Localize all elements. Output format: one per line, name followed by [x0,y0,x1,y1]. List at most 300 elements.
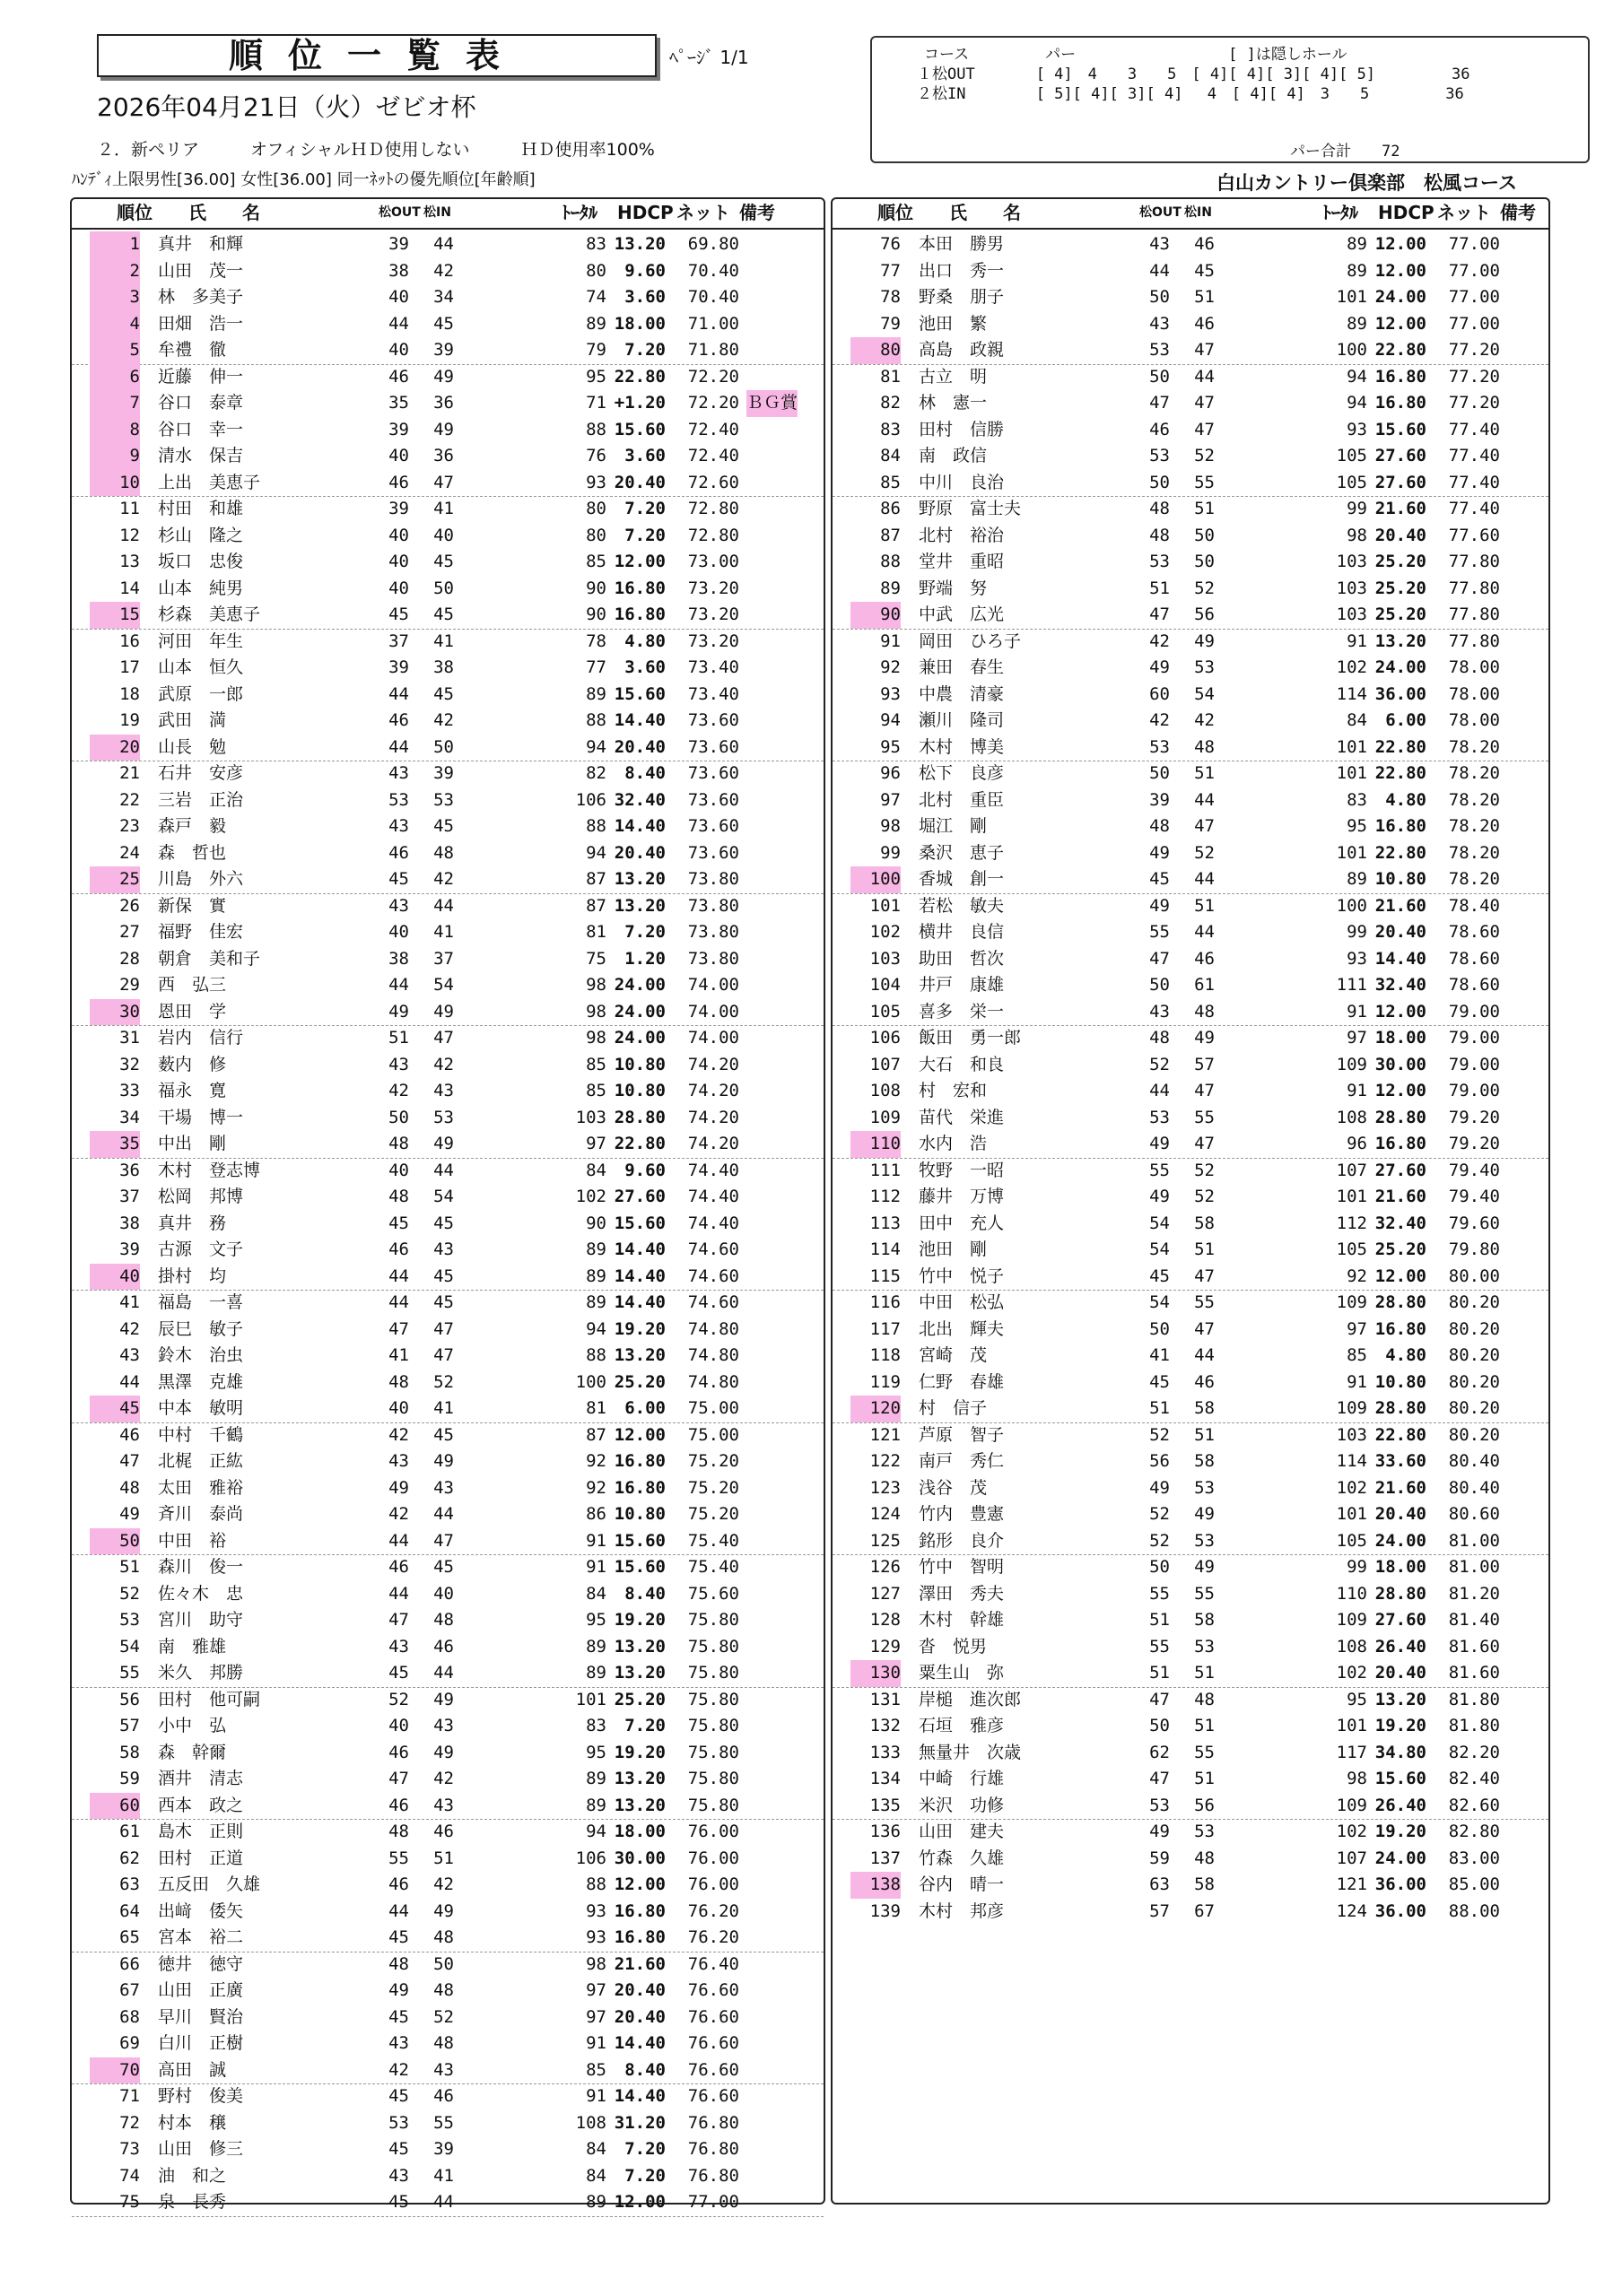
cell-name: 北出 輝夫 [919,1318,1005,1339]
cell-rank: 81 [880,366,901,387]
cell-hdcp: 13.20 [614,1663,666,1683]
cell-hdcp: 12.00 [1374,260,1426,281]
cell-out: 55 [1149,922,1170,942]
table-row [72,1264,824,1292]
cell-name: 香城 創一 [919,869,1005,889]
cell-name: 米久 邦勝 [158,1663,244,1683]
cell-name: 五反田 久雄 [158,1874,261,1894]
cell-rank: 122 [869,1451,901,1471]
cell-rank: 4 [90,311,140,338]
cell-name: 中出 剛 [158,1134,227,1153]
cell-hdcp: 3.60 [624,287,666,307]
cell-net: 75.60 [687,1583,739,1604]
cell-net: 78.20 [1448,736,1500,757]
table-row [72,2083,824,2110]
cell-hdcp: 6.00 [624,1398,666,1418]
cell-in: 53 [433,789,454,810]
cell-in: 45 [433,1557,454,1577]
cell-name: 大石 和良 [919,1054,1005,1074]
cell-in: 42 [433,1054,454,1074]
cell-in: 50 [1194,525,1215,545]
cell-name: 油 和之 [158,2165,227,2186]
cell-rank: 49 [119,1504,140,1524]
cell-hdcp: 8.40 [624,1583,666,1604]
cell-net: 78.00 [1448,710,1500,730]
cell-out: 45 [1149,869,1170,889]
cell-net: 77.20 [1448,393,1500,413]
cell-net: 74.60 [687,1265,739,1286]
cell-in: 52 [1194,842,1215,863]
cell-rank: 63 [119,1874,140,1894]
cell-net: 77.40 [1448,472,1500,492]
cell-net: 74.60 [687,1239,739,1259]
cell-out: 39 [388,499,409,518]
cell-rank: 137 [869,1848,901,1868]
cell-out: 53 [1149,340,1170,360]
cell-net: 80.40 [1448,1451,1500,1471]
cell-name: 早川 賢治 [158,2006,244,2027]
cell-out: 38 [388,948,409,969]
cell-name: 薮内 修 [158,1054,227,1074]
cell-name: 森戸 毅 [158,816,227,836]
cell-out: 45 [388,2139,409,2159]
cell-out: 40 [388,287,409,307]
cell-in: 58 [1194,1398,1215,1418]
cell-total: 101 [1336,1716,1367,1735]
table-row [833,496,1548,523]
cell-hdcp: 25.20 [1374,552,1426,571]
cell-in: 39 [433,340,454,360]
cell-name: 朝倉 美和子 [158,948,261,969]
cell-hdcp: 13.20 [614,1636,666,1657]
cell-net: 79.00 [1448,1054,1500,1074]
cell-total: 89 [586,1663,606,1683]
cell-total: 121 [1336,1874,1367,1894]
cell-in: 47 [1194,419,1215,439]
cell-total: 105 [1336,446,1367,465]
cell-rank: 47 [119,1451,140,1471]
cell-rank: 1 [90,231,140,258]
cell-name: 上出 美恵子 [158,472,261,492]
cell-net: 76.60 [687,1980,739,2000]
cell-out: 48 [388,1371,409,1392]
cell-in: 53 [1194,1636,1215,1657]
cell-out: 46 [388,1557,409,1577]
cell-name: 野村 俊美 [158,2086,244,2106]
cell-name: 白川 正樹 [158,2033,244,2053]
cell-total: 85 [586,1081,606,1100]
cell-rank: 111 [869,1160,901,1180]
table-row [72,761,824,787]
cell-total: 84 [586,2139,606,2159]
cell-net: 78.20 [1448,869,1500,889]
cell-out: 53 [1149,1107,1170,1127]
cell-net: 77.80 [1448,552,1500,571]
cell-rank: 125 [869,1530,901,1551]
cell-rank: 16 [119,631,140,651]
cell-hdcp: 18.00 [614,1822,666,1841]
cell-rank: 53 [119,1610,140,1630]
cell-in: 45 [1194,260,1215,281]
cell-in: 45 [433,683,454,704]
cell-in: 49 [433,1900,454,1921]
cell-in: 52 [1194,1160,1215,1180]
cell-rank: 98 [880,816,901,836]
cell-name: 林 憲一 [919,393,988,413]
cell-name: 澤田 秀夫 [919,1583,1005,1604]
cell-name: 松岡 邦博 [158,1187,244,1206]
cell-total: 98 [586,975,606,995]
cell-hdcp: 19.20 [614,1742,666,1762]
cell-total: 93 [1347,948,1367,969]
cell-in: 40 [433,525,454,545]
table-row [833,1448,1548,1475]
cell-out: 43 [388,895,409,916]
cell-in: 51 [1194,763,1215,783]
cell-total: 79 [586,340,606,360]
cell-hdcp: 16.80 [614,578,666,598]
cell-net: 80.20 [1448,1345,1500,1365]
cell-name: 村 宏和 [919,1081,988,1100]
cell-out: 49 [388,1001,409,1022]
cell-out: 40 [388,525,409,545]
table-row [833,1052,1548,1079]
cell-in: 54 [1194,683,1215,704]
cell-in: 49 [1194,1557,1215,1577]
cell-hdcp: 21.60 [1374,1477,1426,1498]
cell-name: 酒井 清志 [158,1769,244,1788]
cell-net: 73.20 [687,631,739,651]
table-row [833,549,1548,576]
cell-rank: 59 [119,1769,140,1788]
cell-total: 91 [586,2086,606,2106]
cell-total: 105 [1336,1530,1367,1551]
cell-name: 田畑 浩一 [158,313,244,334]
cell-rank: 65 [119,1927,140,1947]
cell-in: 47 [1194,1318,1215,1339]
cell-out: 55 [388,1848,409,1868]
cell-net: 75.80 [687,1716,739,1735]
cell-out: 39 [388,657,409,677]
cell-total: 81 [586,1398,606,1418]
table-row [72,1025,824,1052]
cell-hdcp: 13.20 [1374,1689,1426,1709]
cell-net: 74.80 [687,1318,739,1339]
cell-hdcp: 20.40 [614,472,666,492]
cell-in: 47 [433,472,454,492]
cell-rank: 28 [119,948,140,969]
cell-rank: 3 [90,284,140,311]
cell-rank: 135 [869,1795,901,1815]
cell-name: 中村 千鶴 [158,1424,244,1445]
cell-in: 46 [433,2086,454,2106]
cell-in: 44 [1194,869,1215,889]
cell-in: 51 [1194,499,1215,518]
cell-name: 小中 弘 [158,1716,227,1735]
cell-total: 124 [1336,1900,1367,1921]
header-divider [833,228,1548,230]
table-row [833,1475,1548,1502]
cell-in: 47 [1194,1081,1215,1100]
cell-hdcp: 32.40 [614,789,666,810]
cell-hdcp: 7.20 [624,922,666,942]
cell-hdcp: +1.20 [614,393,666,413]
cell-name: 出﨑 倭矢 [158,1900,244,1921]
cell-rank: 37 [119,1187,140,1206]
cell-rank: 2 [90,258,140,285]
cell-name: 仁野 春雄 [919,1371,1005,1392]
table-row [833,1131,1548,1159]
cell-hdcp: 7.20 [624,2165,666,2186]
cell-out: 48 [388,1187,409,1206]
cell-total: 95 [1347,816,1367,836]
table-row [72,576,824,603]
cell-out: 47 [1149,604,1170,624]
calc-rule: ２．新ペリア オフィシャルＨＤ使用しない ＨＤ使用率100% [97,140,655,160]
cell-hdcp: 24.00 [614,1028,666,1048]
cell-net: 79.00 [1448,1028,1500,1048]
cell-rank: 118 [869,1345,901,1365]
cell-net: 73.60 [687,736,739,757]
cell-total: 87 [586,1424,606,1445]
cell-in: 45 [433,552,454,571]
cell-rank: 114 [869,1239,901,1259]
cell-hdcp: 14.40 [614,1239,666,1259]
table-row [833,1819,1548,1846]
cell-net: 75.20 [687,1504,739,1524]
cell-hdcp: 14.40 [614,2033,666,2053]
cell-in: 53 [1194,1477,1215,1498]
cell-net: 72.60 [687,472,739,492]
cell-out: 46 [388,472,409,492]
cell-name: 木村 幹雄 [919,1610,1005,1630]
cell-name: 佐々木 忠 [158,1583,244,1604]
cell-in: 45 [433,1424,454,1445]
cell-in: 55 [1194,1292,1215,1312]
cell-rank: 80 [850,337,901,364]
cell-out: 49 [1149,1134,1170,1153]
cell-net: 76.80 [687,2112,739,2133]
cell-name: 武田 満 [158,710,227,730]
cell-net: 76.00 [687,1822,739,1841]
cell-rank: 85 [880,472,901,492]
cell-total: 83 [1347,789,1367,810]
cell-out: 51 [1149,1398,1170,1418]
cell-rank: 116 [869,1292,901,1312]
cell-rank: 112 [869,1187,901,1206]
cell-in: 56 [1194,1795,1215,1815]
cell-hdcp: 21.60 [614,1953,666,1974]
cell-out: 50 [1149,763,1170,783]
cell-hdcp: 20.40 [1374,1504,1426,1524]
cell-rank: 7 [90,390,140,417]
cell-total: 103 [575,1107,606,1127]
cell-net: 74.00 [687,975,739,995]
table-row [833,1766,1548,1793]
cell-total: 101 [1336,736,1367,757]
cell-hdcp: 12.00 [614,552,666,571]
cell-total: 109 [1336,1292,1367,1312]
cell-total: 85 [586,552,606,571]
cell-net: 78.20 [1448,842,1500,863]
cell-out: 44 [1149,1081,1170,1100]
cell-out: 45 [388,1663,409,1683]
cell-hdcp: 36.00 [1374,1900,1426,1921]
cell-in: 48 [433,1927,454,1947]
cell-total: 91 [586,1557,606,1577]
cell-in: 47 [433,1530,454,1551]
cell-net: 76.80 [687,2165,739,2186]
cell-rank: 99 [880,842,901,863]
cell-rank: 75 [119,2192,140,2212]
cell-net: 78.40 [1448,895,1500,916]
cell-out: 43 [388,1451,409,1471]
cell-total: 99 [1347,1557,1367,1577]
table-row [833,443,1548,470]
cell-net: 76.60 [687,2059,739,2080]
cell-net: 73.80 [687,948,739,969]
cell-hdcp: 25.20 [1374,1239,1426,1259]
handicap-rule: ﾊﾝﾃﾞｨ上限男性[36.00] 女性[36.00] 同一ﾈｯﾄの優先順位[年齢順] [72,170,536,189]
cell-hdcp: 14.40 [614,1292,666,1312]
cell-in: 48 [1194,736,1215,757]
cell-net: 79.00 [1448,1001,1500,1022]
cell-total: 94 [1347,366,1367,387]
cell-rank: 138 [850,1872,901,1899]
cell-name: 福永 寛 [158,1081,227,1100]
cell-hdcp: 10.80 [1374,869,1426,889]
cell-rank: 83 [880,419,901,439]
cell-out: 45 [388,1213,409,1233]
cell-net: 71.80 [687,340,739,360]
table-row [72,549,824,576]
cell-out: 42 [1149,710,1170,730]
cell-out: 45 [388,2006,409,2027]
cell-out: 42 [388,2059,409,2080]
cell-out: 49 [1149,1822,1170,1841]
cell-name: 中武 広光 [919,604,1005,624]
cell-out: 50 [1149,472,1170,492]
table-row [833,364,1548,391]
cell-name: 宮本 裕二 [158,1927,244,1947]
cell-net: 74.00 [687,1001,739,1022]
cell-in: 41 [433,2165,454,2186]
cell-out: 60 [1149,683,1170,704]
cell-rank: 64 [119,1900,140,1921]
cell-rank: 51 [119,1557,140,1577]
table-row [72,1687,824,1714]
cell-total: 95 [586,1610,606,1630]
table-row [72,1317,824,1344]
cell-net: 74.60 [687,1292,739,1312]
cell-name: 真井 務 [158,1213,227,1233]
table-row [72,1634,824,1661]
cell-out: 41 [1149,1345,1170,1365]
cell-name: 沓 悦男 [919,1636,988,1657]
cell-hdcp: 22.80 [1374,842,1426,863]
cell-name: 牟禮 徹 [158,340,227,360]
table-row [833,390,1548,417]
cell-total: 96 [1347,1134,1367,1153]
header-net: ネット [676,202,730,223]
cell-out: 53 [388,2112,409,2133]
cell-out: 46 [388,1239,409,1259]
cell-rank: 95 [880,736,901,757]
cell-hdcp: 7.20 [624,2139,666,2159]
cell-name: 粟生山 弥 [919,1663,1005,1683]
cell-hdcp: 3.60 [624,657,666,677]
cell-rank: 76 [880,234,901,254]
cell-net: 78.60 [1448,948,1500,969]
cell-name: 古源 文子 [158,1239,244,1259]
cell-total: 82 [586,763,606,783]
cell-net: 80.20 [1448,1424,1500,1445]
cell-net: 73.20 [687,604,739,624]
cell-net: 81.60 [1448,1663,1500,1683]
cell-in: 43 [433,1716,454,1735]
cell-in: 47 [433,1345,454,1365]
cell-total: 111 [1336,975,1367,995]
cell-total: 83 [586,1716,606,1735]
cell-hdcp: 15.60 [614,1213,666,1233]
cell-out: 50 [388,1107,409,1127]
table-row [833,1264,1548,1292]
cell-out: 35 [388,393,409,413]
cell-out: 47 [1149,393,1170,413]
cell-hdcp: 20.40 [614,2006,666,2027]
cell-name: 三岩 正治 [158,789,244,810]
cell-hdcp: 30.00 [1374,1054,1426,1074]
cell-hdcp: 12.00 [1374,1081,1426,1100]
cell-name: 竹中 智明 [919,1557,1005,1577]
cell-net: 82.60 [1448,1795,1500,1815]
cell-rank: 77 [880,260,901,281]
cell-hdcp: 22.80 [1374,340,1426,360]
cell-name: 中川 良治 [919,472,1005,492]
cell-total: 94 [1347,393,1367,413]
cell-out: 62 [1149,1742,1170,1762]
course-header-line: コース パー [ ]は隠しホール [894,46,1347,64]
cell-name: 堂井 重昭 [919,552,1005,571]
cell-rank: 136 [869,1822,901,1841]
cell-name: 高島 政親 [919,340,1005,360]
cell-name: 北村 裕治 [919,525,1005,545]
cell-name: 堀江 剛 [919,816,988,836]
cell-in: 45 [433,313,454,334]
cell-total: 91 [586,2033,606,2053]
cell-out: 43 [388,816,409,836]
cell-in: 38 [433,657,454,677]
cell-out: 45 [388,604,409,624]
cell-out: 43 [388,763,409,783]
cell-name: 野端 努 [919,578,988,598]
cell-net: 82.40 [1448,1769,1500,1788]
cell-net: 78.20 [1448,763,1500,783]
cell-total: 93 [586,1900,606,1921]
cell-out: 38 [388,260,409,281]
cell-hdcp: 12.00 [614,2192,666,2212]
cell-total: 102 [1336,1822,1367,1841]
cell-net: 76.60 [687,2033,739,2053]
cell-hdcp: 25.20 [1374,604,1426,624]
cell-name: 兼田 春生 [919,657,1005,677]
cell-rank: 40 [90,1264,140,1291]
cell-total: 91 [1347,1001,1367,1022]
cell-in: 39 [433,763,454,783]
cell-name: 飯田 勇一郎 [919,1028,1022,1048]
cell-total: 88 [586,1345,606,1365]
cell-net: 75.00 [687,1424,739,1445]
